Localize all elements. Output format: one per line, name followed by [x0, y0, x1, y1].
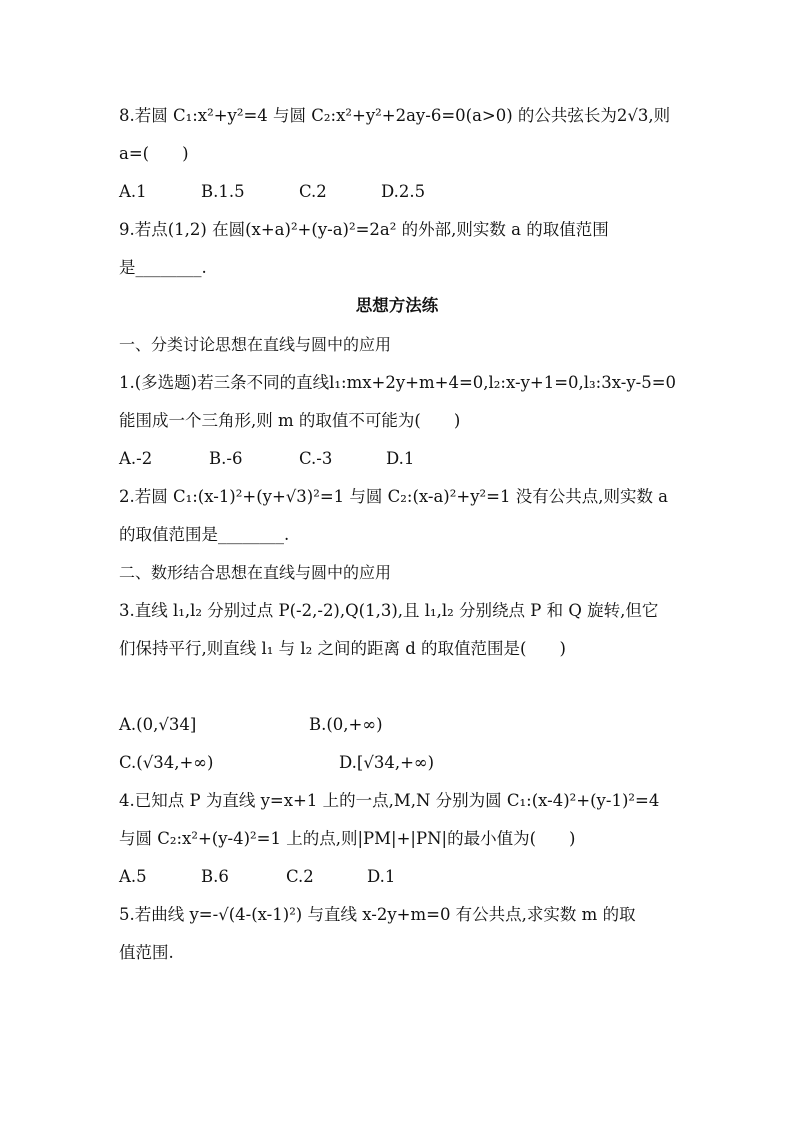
option-a: A.-2 — [119, 449, 153, 468]
question-9-line-2: 是________. — [119, 258, 207, 277]
part-2-question-4-line-1: 4.已知点 P 为直线 y=x+1 上的一点,M,N 分别为圆 C₁:(x-4)²+(y-1)²=4 — [119, 791, 660, 810]
question-9-line-1: 9.若点(1,2) 在圆(x+a)²+(y-a)²=2a² 的外部,则实数 a 的取值范围 — [119, 220, 609, 239]
option-b: B.-6 — [209, 449, 243, 468]
part-1-question-2-line-2: 的取值范围是________. — [119, 525, 290, 544]
option-c: C.2 — [299, 182, 327, 201]
option-a: A.5 — [119, 867, 147, 886]
part-2-question-3-line-2: 们保持平行,则直线 l₁ 与 l₂ 之间的距离 d 的取值范围是( ) — [119, 639, 566, 658]
part-2-heading: 二、数形结合思想在直线与圆中的应用 — [119, 563, 392, 582]
question-8-line-2: a=( ) — [119, 144, 189, 163]
option-a: A.(0,√34] — [119, 715, 197, 734]
section-title: 思想方法练 — [355, 296, 439, 315]
option-d: D.1 — [367, 867, 396, 886]
part-2-question-5-line-2: 值范围. — [119, 943, 174, 962]
part-1-question-1-line-1: 1.(多选题)若三条不同的直线l₁:mx+2y+m+4=0,l₂:x-y+1=0,l₃:3x-y-5=0 — [119, 373, 677, 392]
option-b: B.1.5 — [201, 182, 245, 201]
option-c: C.-3 — [299, 449, 333, 468]
option-d: D.1 — [386, 449, 415, 468]
option-a: A.1 — [119, 182, 147, 201]
part-2-question-5-line-1: 5.若曲线 y=-√(4-(x-1)²) 与直线 x-2y+m=0 有公共点,求实数 m 的取 — [119, 905, 636, 924]
option-d: D.2.5 — [381, 182, 426, 201]
option-c: C.(√34,+∞) — [119, 753, 214, 772]
part-2-question-4-line-2: 与圆 C₂:x²+(y-4)²=1 上的点,则|PM|+|PN|的最小值为( ) — [119, 829, 576, 848]
part-1-question-1-line-2: 能围成一个三角形,则 m 的取值不可能为( ) — [119, 411, 461, 430]
part-1-heading: 一、分类讨论思想在直线与圆中的应用 — [119, 335, 392, 354]
question-8-line-1: 8.若圆 C₁:x²+y²=4 与圆 C₂:x²+y²+2ay-6=0(a>0) 的公共弦长为2√3,则 — [119, 106, 671, 125]
option-b: B.6 — [201, 867, 229, 886]
option-d: D.[√34,+∞) — [339, 753, 435, 772]
part-1-question-2-line-1: 2.若圆 C₁:(x-1)²+(y+√3)²=1 与圆 C₂:(x-a)²+y²=1 没有公共点,则实数 a — [119, 487, 669, 506]
part-2-question-3-line-1: 3.直线 l₁,l₂ 分别过点 P(-2,-2),Q(1,3),且 l₁,l₂ 分别绕点 P 和 Q 旋转,但它 — [119, 601, 659, 620]
option-c: C.2 — [286, 867, 314, 886]
option-b: B.(0,+∞) — [309, 715, 383, 734]
